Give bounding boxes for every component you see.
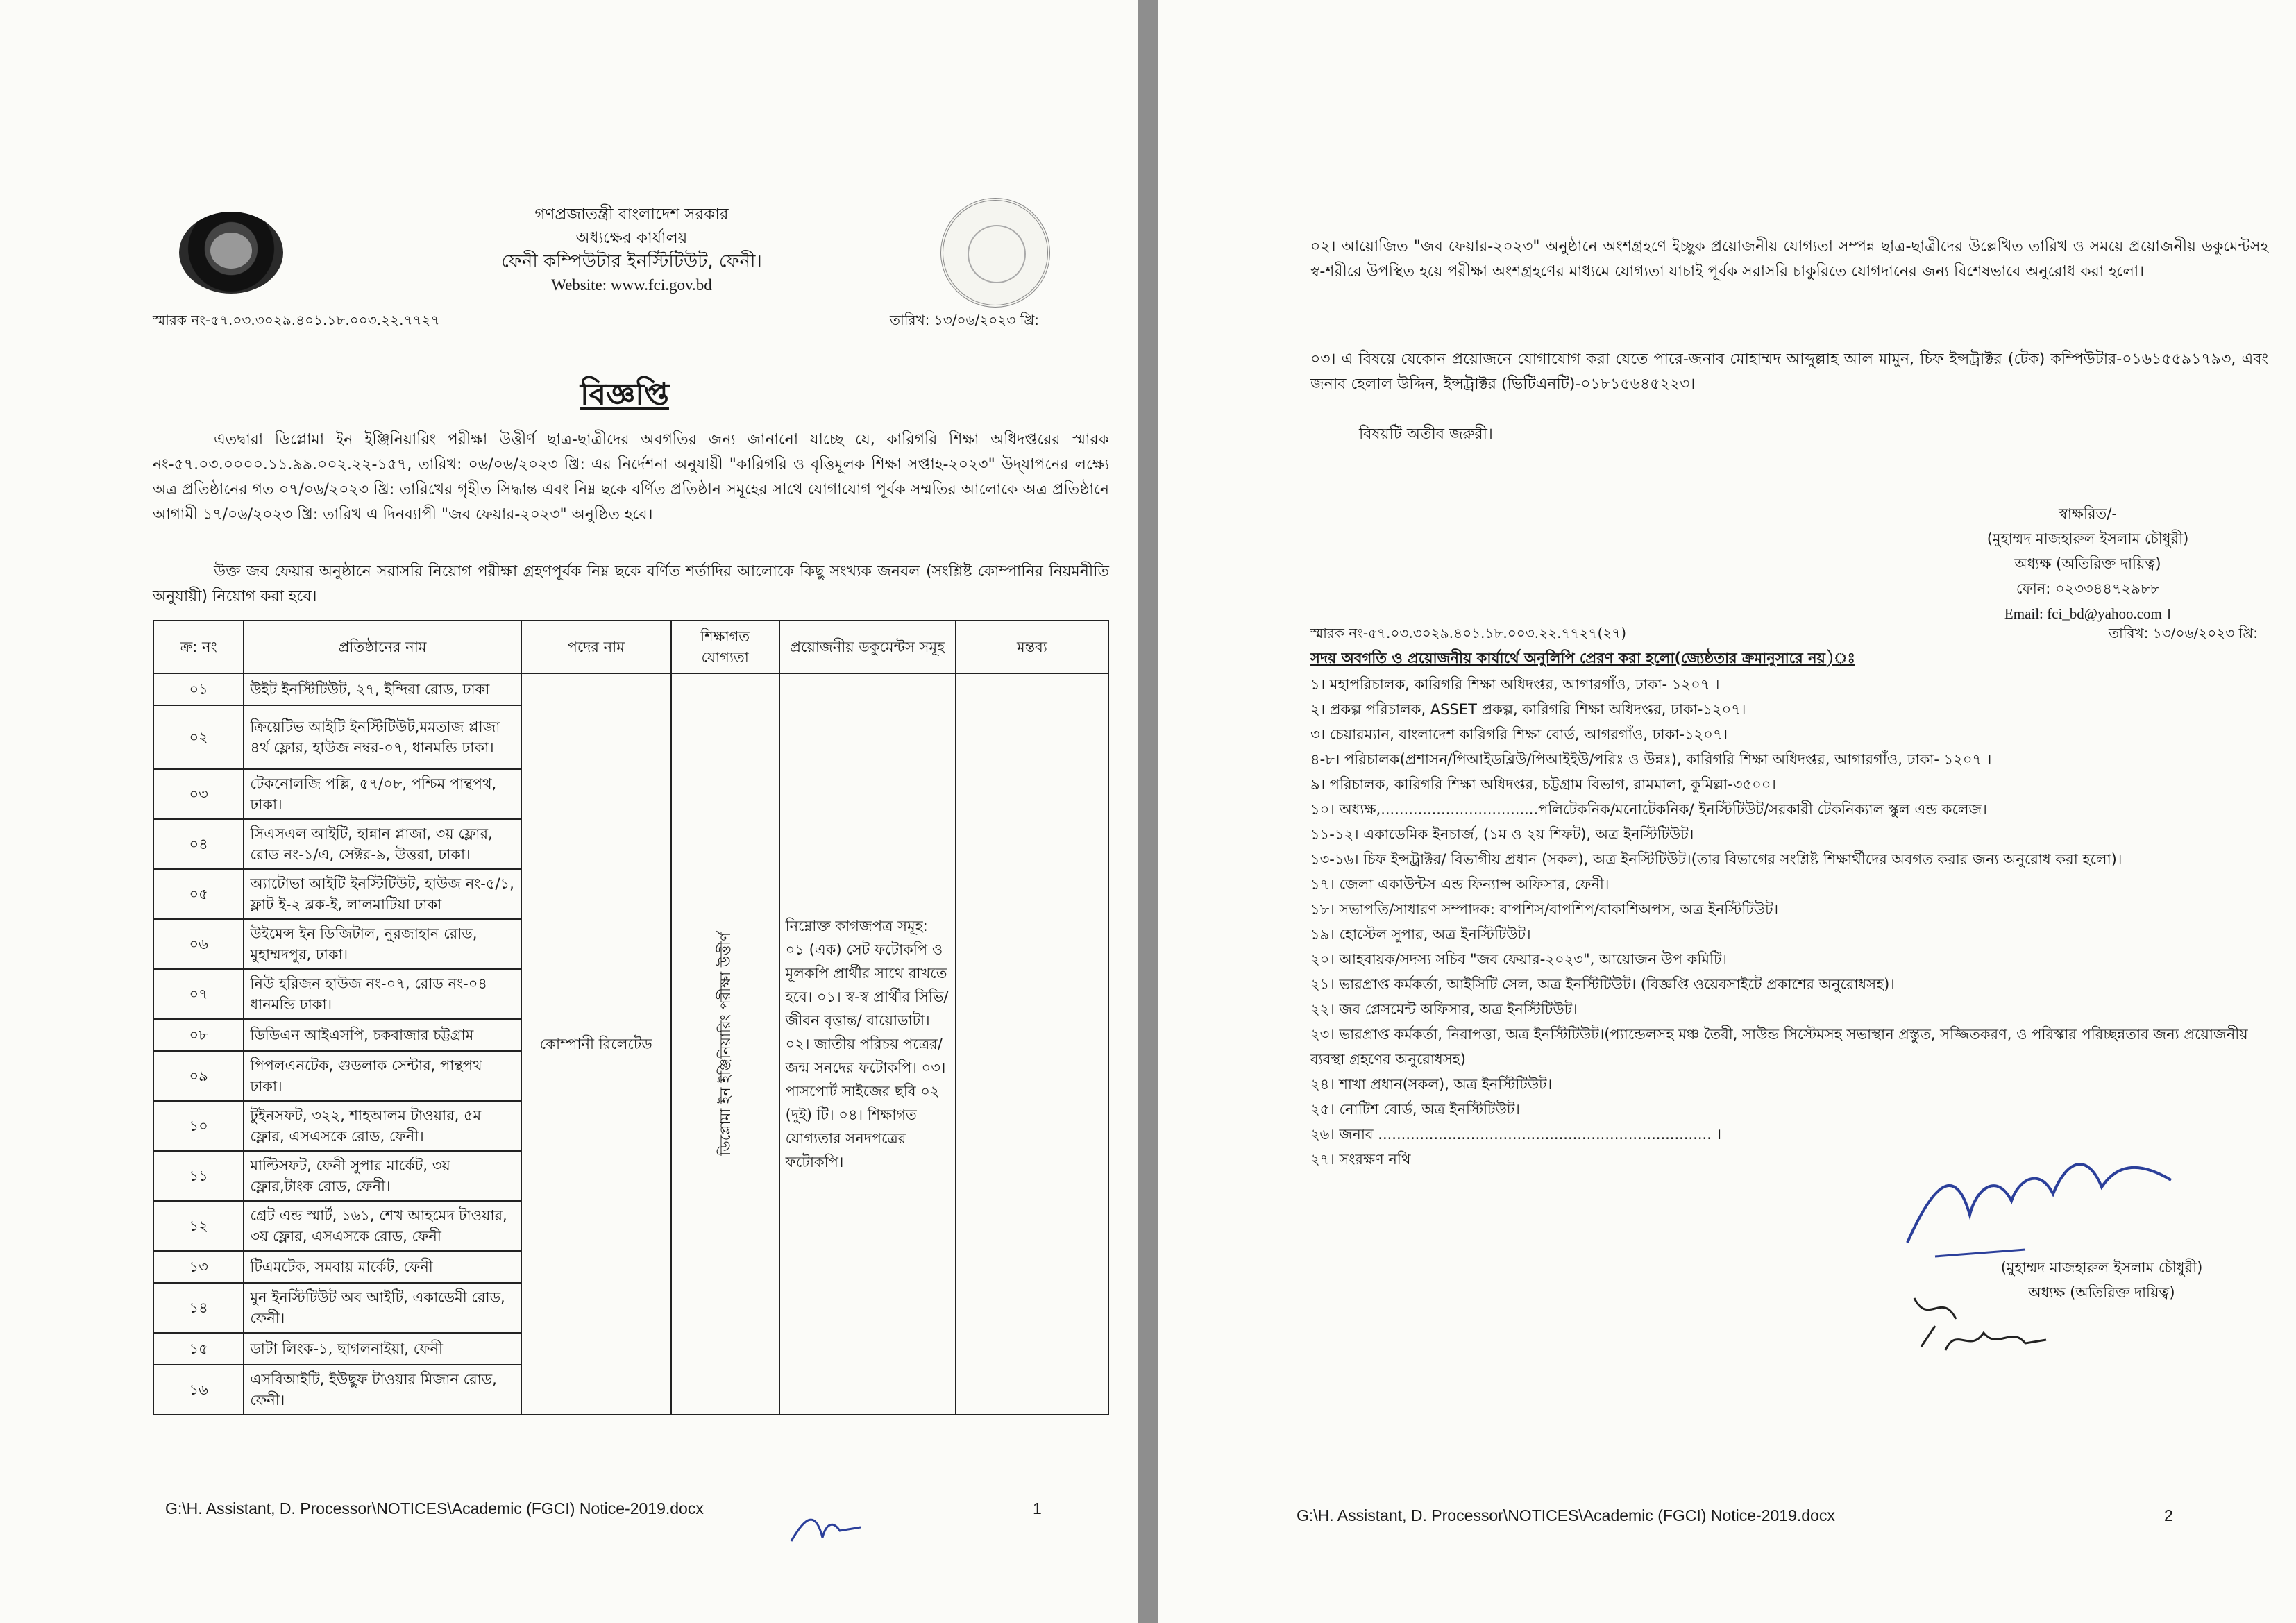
row-serial: ০৬ — [153, 919, 244, 969]
post-name-cell: কোম্পানী রিলেটেড — [521, 673, 671, 1415]
notice-paragraph-2: উক্ত জব ফেয়ার অনুষ্ঠানে সরাসরি নিয়োগ পরীক্ষা গ্রহণপূর্বক নিম্ন ছকে বর্ণিত শর্তাদির আলোকে কিছু সংখ্যক জনবল (সংশ্লিষ্ট কোম্পানির নিয়মনীতি অনুযায়ী) নিয়োগ করা হবে। — [153, 563, 1109, 605]
row-serial: ০৮ — [153, 1019, 244, 1051]
row-serial: ০১ — [153, 673, 244, 705]
paragraph-2: ০২। আয়োজিত "জব ফেয়ার-২০২৩" অনুষ্ঠানে অংশগ্রহণে ইচ্ছুক প্রয়োজনীয় যোগ্যতা সম্পন্ন ছাত্র-ছাত্রীদের উল্লেখিত তারিখ ও সময়ে প্রয়োজনীয় ডকুমেন্টসহ স্ব-শরীরে উপস্থিত হয়ে পরীক্ষা অংশগ্রহণের মাধ্যমে যোগ্যতা যাচাই পূর্বক সরাসরি চাকুরিতে যোগদানের জন্য বিশেষভাবে অনুরোধ করা হলো। — [1310, 238, 2268, 280]
col-header-serial: ক্র: নং — [153, 621, 244, 673]
file-path-footer-2: G:\H. Assistant, D. Processor\NOTICES\Academic (FGCI) Notice-2019.docx — [1297, 1506, 1835, 1524]
row-organization-name: টিএমটেক, সমবায় মার্কেট, ফেনী — [244, 1251, 521, 1283]
cc-list-item: ২। প্রকল্প পরিচালক, ASSET প্রকল্প, কারিগরি শিক্ষা অধিদপ্তর, ঢাকা-১২০৭। — [1310, 701, 1746, 718]
row-serial: ১৩ — [153, 1251, 244, 1283]
col-header-organization: প্রতিষ্ঠানের নাম — [244, 621, 521, 673]
paragraph-3: ০৩। এ বিষয়ে যেকোন প্রয়োজনে যোগাযোগ করা যেতে পারে-জনাব মোহাম্মদ আব্দুল্লাহ আল মামুন, চিফ ইন্সট্রাক্টর (টেক) কম্পিউটার-০১৬১৫৫৯১৭৯৩, এবং জনাব হেলাল উদ্দিন, ইন্সট্রাক্টর (ভিটিএনটি)-০১৮১৫৬৪৫২২৩। — [1310, 351, 2268, 393]
cc-list-item: ২৪। শাখা প্রধান(সকল), অত্র ইনস্টিটিউট। — [1310, 1076, 1553, 1093]
row-organization-name: গ্রেট এন্ড স্মার্ট, ১৬১, শেখ আহমেদ টাওয়ার, ৩য় ফ্লোর, এসএসকে রোড, ফেনী — [244, 1201, 521, 1251]
signatory-name: (মুহাম্মদ মাজহারুল ইসলাম চৌধুরী) — [1986, 530, 2189, 547]
cc-heading: সদয় অবগতি ও প্রয়োজনীয় কার্যার্থে অনুলিপি প্রেরণ করা হলো(জ্যেষ্ঠতার ক্রমানুসারে নয়)ঃ — [1310, 650, 1855, 666]
page-number: 1 — [1033, 1499, 1042, 1517]
letterhead-line-2: অধ্যক্ষের কার্যালয় — [575, 229, 688, 247]
cc-list-item: ২৭। সংরক্ষণ নথি — [1310, 1151, 1411, 1168]
documents-cell: নিম্নোক্ত কাগজপত্র সমূহ: ০১ (এক) সেট ফটোকপি ও মূলকপি প্রার্থীর সাথে রাখতে হবে। ০১। স্ব-স্ব প্রার্থীর সিভি/জীবন বৃত্তান্ত/ বায়োডাটা। ০২। জাতীয় পরিচয় পত্রের/জন্ম সনদের ফটোকপি। ০৩। পাসপোর্ট সাইজের ছবি ০২ (দুই) টি। ০৪। শিক্ষাগত যোগ্যতার সনদপত্রের ফটোকপি। — [779, 673, 956, 1415]
row-organization-name: টুইনসফট, ৩২২, শাহআলম টাওয়ার, ৫ম ফ্লোর, এসএসকে রোড, ফেনী। — [244, 1101, 521, 1151]
cc-date: তারিখ: ১৩/০৬/২০২৩ খ্রি: — [2109, 625, 2258, 641]
signature-block-2 — [1907, 1255, 2296, 1305]
page-1 — [0, 0, 1138, 1623]
row-organization-name: ডাটা লিংক-১, ছাগলনাইয়া, ফেনী — [244, 1333, 521, 1365]
cc-list-item: ১৯। হোস্টেল সুপার, অত্র ইনস্টিটিউট। — [1310, 926, 1531, 943]
row-serial: ১৬ — [153, 1365, 244, 1415]
cc-list-item: ২৩। ভারপ্রাপ্ত কর্মকর্তা, নিরাপত্তা, অত্র ইনস্টিটিউট।(প্যান্ডেলসহ মঞ্চ তৈরী, সাউন্ড সিস্টেমসহ সভাস্থান প্রস্তুত, সজ্জিতকরণ, ও পরিস্কার পরিচ্ছন্নতার জন্য প্রয়োজনীয় ব্যবস্থা গ্রহণের অনুরোধসহ) — [1310, 1026, 2248, 1068]
institute-logo — [179, 212, 283, 294]
cc-list-item: ২৫। নোটিশ বোর্ড, অত্র ইনস্টিটিউট। — [1310, 1101, 1520, 1118]
row-organization-name: মুন ইনস্টিটিউট অব আইটি, একাডেমী রোড, ফেনী। — [244, 1283, 521, 1333]
education-text: ডিপ্লোমা ইন ইঞ্জিনিয়ারিং পরীক্ষা উত্তীর্ণ — [716, 932, 734, 1156]
signatory-email: Email: fci_bd@yahoo.com । — [2004, 605, 2172, 622]
table-header-row — [153, 621, 1108, 673]
page-number-2: 2 — [2164, 1506, 2173, 1524]
signature-block-1 — [1893, 501, 2282, 626]
cc-reference-number: স্মারক নং-৫৭.০৩.৩০২৯.৪০১.১৮.০০৩.২২.৭৭২৭(২৭) — [1310, 625, 1627, 641]
row-serial: ১০ — [153, 1101, 244, 1151]
notice-paragraph-1: এতদ্বারা ডিপ্লোমা ইন ইঞ্জিনিয়ারিং পরীক্ষা উত্তীর্ণ ছাত্র-ছাত্রীদের অবগতির জন্য জানানো যাচ্ছে যে, কারিগরি শিক্ষা অধিদপ্তরের স্মারক নং-৫৭.০৩.০০০০.১১.৯৯.০০২.২২-১৫৭, তারিখ: ০৬/০৬/২০২৩ খ্রি: এর নির্দেশনা অনুযায়ী "কারিগরি ও বৃত্তিমূলক শিক্ষা সপ্তাহ-২০২৩" উদ্‌যাপনের লক্ষ্যে অত্র প্রতিষ্ঠানের গত ০৭/০৬/২০২৩ খ্রি: তারিখের গৃহীত সিদ্ধান্ত এবং নিম্ন ছকে বর্ণিত প্রতিষ্ঠান সমূহের সাথে যোগাযোগ পূর্বক সম্মতির আলোকে অত্র প্রতিষ্ঠানে আগামী ১৭/০৬/২০২৩ খ্রি: তারিখ এ দিনব্যাপী "জব ফেয়ার-২০২৩" অনুষ্ঠিত হবে। — [153, 431, 1109, 523]
cc-list-item: ২০। আহবায়ক/সদস্য সচিব "জব ফেয়ার-২০২৩", আয়োজন উপ কমিটি। — [1310, 951, 1727, 968]
page-2 — [1158, 0, 2296, 1623]
row-serial: ০৯ — [153, 1051, 244, 1101]
reference-number: স্মারক নং-৫৭.০৩.৩০২৯.৪০১.১৮.০০৩.২২.৭৭২৭ — [153, 312, 440, 328]
signed-label: স্বাক্ষরিত/- — [2059, 505, 2117, 522]
notice-date: তারিখ: ১৩/০৬/২০২৩ খ্রি: — [890, 312, 1039, 328]
row-serial: ০৪ — [153, 819, 244, 869]
remarks-cell — [956, 673, 1108, 1415]
letterhead-website: Website: www.fci.gov.bd — [551, 276, 712, 294]
col-header-documents: প্রয়োজনীয় ডকুমেন্টস সমূহ — [779, 621, 956, 673]
row-organization-name: ক্রিয়েটিভ আইটি ইনস্টিটিউট,মমতাজ প্লাজা ৪র্থ ফ্লোর, হাউজ নম্বর-০৭, ধানমন্ডি ঢাকা। — [244, 705, 521, 769]
row-serial: ০৩ — [153, 769, 244, 819]
signatory-2-title: অধ্যক্ষ (অতিরিক্ত দায়িত্ব) — [2028, 1284, 2175, 1301]
cc-list-item: ১। মহাপরিচালক, কারিগরি শিক্ষা অধিদপ্তর, আগারগাঁও, ঢাকা- ১২০৭ । — [1310, 676, 1720, 693]
cc-list-item: ১০। অধ্যক্ষ,..................................পলিটেকনিক/মনোটেকনিক/ ইনস্টিটিউট/সরকারী টেকনিক্যাল স্কুল এন্ড কলেজ। — [1310, 801, 1987, 818]
row-serial: ১১ — [153, 1151, 244, 1201]
signatory-title: অধ্যক্ষ (অতিরিক্ত দায়িত্ব) — [2014, 555, 2161, 572]
job-fair-table — [153, 620, 1109, 1415]
cc-list-item: ৩। চেয়ারম্যান, বাংলাদেশ কারিগরি শিক্ষা বোর্ড, আগরগাঁও, ঢাকা-১২০৭। — [1310, 726, 1728, 743]
row-serial: ১৪ — [153, 1283, 244, 1333]
signatory-2-name: (মুহাম্মদ মাজহারুল ইসলাম চৌধুরী) — [2000, 1259, 2203, 1276]
letterhead — [389, 203, 875, 297]
col-header-post: পদের নাম — [521, 621, 671, 673]
education-cell — [671, 673, 779, 1415]
col-header-remarks: মন্তব্য — [956, 621, 1108, 673]
row-serial: ০৫ — [153, 869, 244, 919]
cc-list-item: ৪-৮। পরিচালক(প্রশাসন/পিআইডব্লিউ/পিআইইউ/পরিঃ ও উন্নঃ), কারিগরি শিক্ষা অধিদপ্তর, আগারগাঁও, ঢাকা- ১২০৭ । — [1310, 751, 1992, 768]
cc-list-item: ২২। জব প্লেসমেন্ট অফিসার, অত্র ইনস্টিটিউট। — [1310, 1001, 1578, 1018]
cc-list-item: ২৬। জনাব ........................................................................ । — [1310, 1126, 1722, 1143]
row-serial: ০৭ — [153, 969, 244, 1019]
cc-list-item: ১৩-১৬। চিফ ইন্সট্রাক্টর/ বিভাগীয় প্রধান (সকল), অত্র ইনস্টিটিউট।(তার বিভাগের সংশ্লিষ্ট শিক্ষার্থীদের অবগত করার জন্য অনুরোধ করা হলো)। — [1310, 851, 2122, 868]
government-seal — [940, 198, 1050, 308]
initial-signature — [784, 1503, 868, 1551]
table-row — [153, 673, 1108, 705]
row-organization-name: উইট ইনস্টিটিউট, ২৭, ইন্দিরা রোড, ঢাকা — [244, 673, 521, 705]
row-organization-name: উইমেন্স ইন ডিজিটাল, নুরজাহান রোড, মুহাম্মদপুর, ঢাকা। — [244, 919, 521, 969]
row-organization-name: মাল্টিসফট, ফেনী সুপার মার্কেট, ৩য় ফ্লোর,টাংক রোড, ফেনী। — [244, 1151, 521, 1201]
row-organization-name: সিএসএল আইটি, হান্নান প্লাজা, ৩য় ফ্লোর, রোড নং-১/এ, সেক্টর-৯, উত্তরা, ঢাকা। — [244, 819, 521, 869]
urgent-note: বিষয়টি অতীব জরুরী। — [1359, 426, 1493, 443]
notice-title: বিজ্ঞপ্তি — [580, 377, 669, 412]
cc-list — [1310, 672, 2275, 1172]
cc-list-item: ১৮। সভাপতি/সাধারণ সম্পাদক: বাপশিস/বাপশিপ/বাকাশিঅপস, অত্র ইনস্টিটিউট। — [1310, 901, 1779, 918]
row-organization-name: টেকনোলজি পল্লি, ৫৭/০৮, পশ্চিম পান্থপথ, ঢাকা। — [244, 769, 521, 819]
file-path-footer: G:\H. Assistant, D. Processor\NOTICES\Academic (FGCI) Notice-2019.docx — [165, 1499, 704, 1517]
row-organization-name: অ্যাটোভা আইটি ইনস্টিটিউট, হাউজ নং-৫/১, ফ্লাট ই-২ ব্লক-ই, লালমাটিয়া ঢাকা — [244, 869, 521, 919]
cc-list-item: ২১। ভারপ্রাপ্ত কর্মকর্তা, আইসিটি সেল, অত্র ইনস্টিটিউট। (বিজ্ঞপ্তি ওয়েবসাইটে প্রকাশের অনুরোধসহ)। — [1310, 976, 1895, 993]
row-organization-name: নিউ হরিজন হাউজ নং-০৭, রোড নং-০৪ ধানমন্ডি ঢাকা। — [244, 969, 521, 1019]
col-header-education: শিক্ষাগত যোগ্যতা — [671, 621, 779, 673]
row-serial: ১২ — [153, 1201, 244, 1251]
cc-list-item: ১৭। জেলা একাউন্টস এন্ড ফিন্যান্স অফিসার, ফেনী। — [1310, 876, 1610, 893]
cc-list-item: ৯। পরিচালক, কারিগরি শিক্ষা অধিদপ্তর, চট্টগ্রাম বিভাগ, রামমালা, কুমিল্লা-৩৫০০। — [1310, 776, 1776, 793]
letterhead-line-3: ফেনী কম্পিউটার ইনস্টিটিউট, ফেনী। — [501, 251, 762, 272]
cc-list-item: ১১-১২। একাডেমিক ইনচার্জ, (১ম ও ২য় শিফট), অত্র ইনস্টিটিউট। — [1310, 826, 1694, 843]
row-organization-name: ডিডিএন আইএসপি, চকবাজার চট্টগ্রাম — [244, 1019, 521, 1051]
letterhead-line-1: গণপ্রজাতন্ত্রী বাংলাদেশ সরকার — [534, 205, 729, 224]
row-serial: ০২ — [153, 705, 244, 769]
row-organization-name: পিপলএনটেক, গুডলাক সেন্টার, পান্থপথ ঢাকা। — [244, 1051, 521, 1101]
signatory-phone: ফোন: ০২৩৩৪৪৭২৯৮৮ — [2016, 580, 2160, 597]
row-organization-name: এসবিআইটি, ইউছুফ টাওয়ার মিজান রোড, ফেনী। — [244, 1365, 521, 1415]
row-serial: ১৫ — [153, 1333, 244, 1365]
